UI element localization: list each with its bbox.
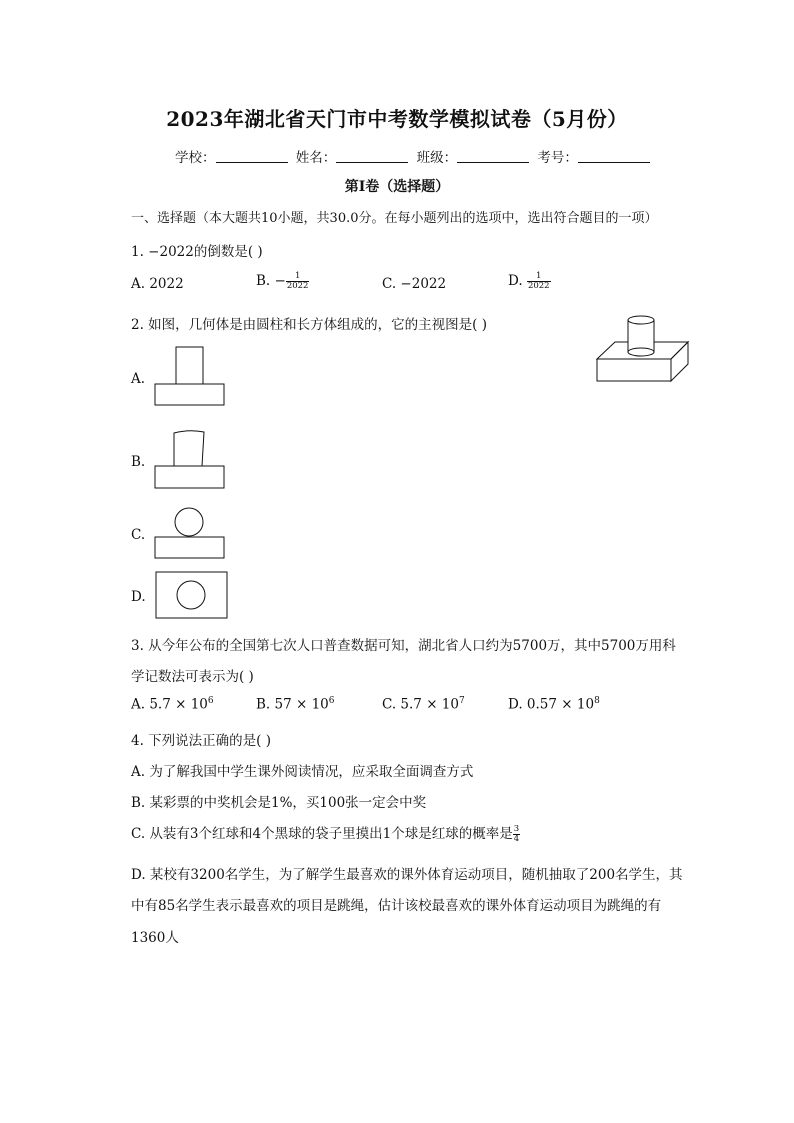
question-2-option-d-label: D. [131,589,146,605]
option-a-view-figure [153,346,227,408]
exam-number-blank[interactable] [578,150,650,163]
question-4-stem: 4. 下列说法正确的是( ) [131,733,271,749]
option-text: D. 0.57 × 10 [508,696,595,713]
name-blank[interactable] [336,150,408,163]
question-3-stem-line-1: 3. 从今年公布的全国第七次人口普查数据可知，湖北省人口约为5700万，其中5700万用科 [131,638,676,654]
question-1-option-d [508,272,551,291]
exponent: 7 [458,696,465,706]
section-title: 第I卷（选择题） [344,179,450,195]
question-4-option-d-line-2: 中有85名学生表示最喜欢的项目是跳绳，估计该校最喜欢的课外体育运动项目为跳绳的有 [131,898,662,914]
school-label: 学校： [175,150,216,166]
option-d-prefix: D. [508,273,527,289]
question-2-option-a-label: A. [131,371,146,387]
fraction [513,825,520,844]
numerator: 3 [513,824,520,834]
question-3-option-a [131,696,214,713]
option-text: C. 5.7 × 10 [382,696,459,713]
fraction [286,272,310,291]
solid-figure-cylinder-on-box [594,313,692,383]
option-d-view-figure [154,571,229,621]
part-one-heading: 一、选择题（本大题共10小题，共30.0分。在每小题列出的选项中，选出符合题目的一项） [131,211,658,226]
question-4-option-a: A. 为了解我国中学生课外阅读情况，应采取全面调查方式 [131,764,474,780]
exponent: 8 [594,696,600,706]
question-4-option-c [131,822,520,844]
question-1-stem: 1. −2022的倒数是( ) [131,244,263,260]
exponent: 6 [207,696,214,706]
class-label: 班级： [416,150,458,166]
question-3-option-c [382,696,465,713]
option-text: B. 57 × 10 [256,696,329,713]
option-c-view-figure [153,507,227,561]
numerator: 1 [286,272,310,282]
question-2-stem: 2. 如图，几何体是由圆柱和长方体组成的，它的主视图是( ) [131,317,487,333]
question-2-option-c-label: C. [131,527,146,543]
question-4-option-d-line-3: 1360人 [131,930,179,946]
question-3-option-b [256,696,335,713]
school-blank[interactable] [216,150,288,163]
question-3-stem-line-2: 学记数法可表示为( ) [131,669,254,685]
option-b-prefix: B. − [256,273,286,289]
question-1-option-a: A. 2022 [131,276,184,292]
option-text: A. 5.7 × 10 [131,696,208,713]
name-label: 姓名： [295,150,337,166]
question-2-option-b-label: B. [131,454,146,470]
question-1-option-b [256,272,309,291]
fraction [527,272,551,291]
denominator: 2022 [527,281,550,291]
question-3-option-d [508,696,600,713]
question-4-option-b: B. 某彩票的中奖机会是1%，买100张一定会中奖 [131,795,427,811]
denominator: 4 [513,834,520,844]
option-text: C. 从装有3个红球和4个黑球的袋子里摸出1个球是红球的概率是 [131,826,513,842]
exponent: 6 [328,696,335,706]
question-4-option-d-line-1: D. 某校有3200名学生，为了解学生最喜欢的课外体育运动项目，随机抽取了200名学生，其 [131,867,683,883]
student-info-line [175,146,654,166]
class-blank[interactable] [457,150,529,163]
numerator: 1 [527,272,551,282]
exam-title: 2023年湖北省天门市中考数学模拟试卷（5月份） [166,107,628,131]
question-1-option-c: C. −2022 [382,276,447,292]
exam-number-label: 考号： [537,150,578,166]
option-b-view-figure [153,428,227,491]
denominator: 2022 [286,281,309,291]
